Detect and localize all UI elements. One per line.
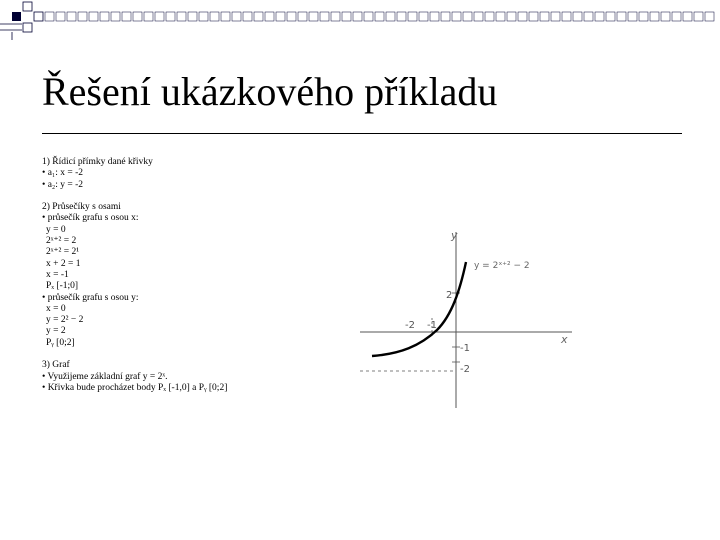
tick-label-x-neg2: -2 [405, 320, 415, 331]
title-decoration [0, 0, 720, 40]
y-intercept-step: x = 0 [46, 303, 66, 314]
y-intercept-heading: • průsečík grafu s osou y: [42, 292, 139, 303]
slide-content [42, 157, 362, 394]
graph-note-2: • Křivka bude procházet body Pₓ [-1,0] a Pᵧ [0;2] [42, 382, 228, 393]
x-intercept-step: y = 0 [46, 224, 66, 235]
asymptote-a2: • a₂: y = -2 [42, 179, 84, 190]
graph-note-1: • Využijeme základní graf y = 2ˣ. [42, 371, 168, 382]
section1-heading: 1) Řídicí přímky dané křivky [42, 157, 153, 167]
title-divider [42, 133, 682, 134]
function-graph [355, 225, 580, 410]
y-axis-label: y [451, 229, 458, 242]
y-intercept-step: y = 2 [46, 326, 66, 337]
tick-label-y-neg2: -2 [460, 364, 470, 375]
x-intercept-step: x + 2 = 1 [46, 258, 81, 269]
x-intercept-result: Pₓ [-1;0] [46, 281, 79, 292]
section3-heading: 3) Graf [42, 360, 70, 371]
curve-equation: y = 2ˣ⁺² − 2 [474, 261, 530, 271]
tick-label-y-neg1: -1 [460, 343, 470, 354]
y-intercept-step: y = 2² − 2 [46, 315, 84, 326]
x-intercept-step: 2ˣ⁺² = 2 [46, 236, 77, 247]
x-intercept-heading: • průsečík grafu s osou x: [42, 213, 139, 224]
y-intercept-result: Pᵧ [0;2] [46, 337, 75, 348]
tick-label-x-neg1: -1 [427, 320, 437, 331]
x-intercept-step: 2ˣ⁺² = 2¹ [46, 247, 80, 258]
tick-label-y-2: 2 [446, 290, 453, 301]
section2-heading: 2) Průsečíky s osami [42, 202, 121, 213]
x-intercept-step: x = -1 [46, 269, 69, 280]
x-axis-label: x [561, 333, 568, 346]
function-curve [372, 262, 466, 356]
asymptote-a1: • a₁: x = -2 [42, 168, 84, 179]
slide-title: Řešení ukázkového příkladu [42, 69, 498, 114]
